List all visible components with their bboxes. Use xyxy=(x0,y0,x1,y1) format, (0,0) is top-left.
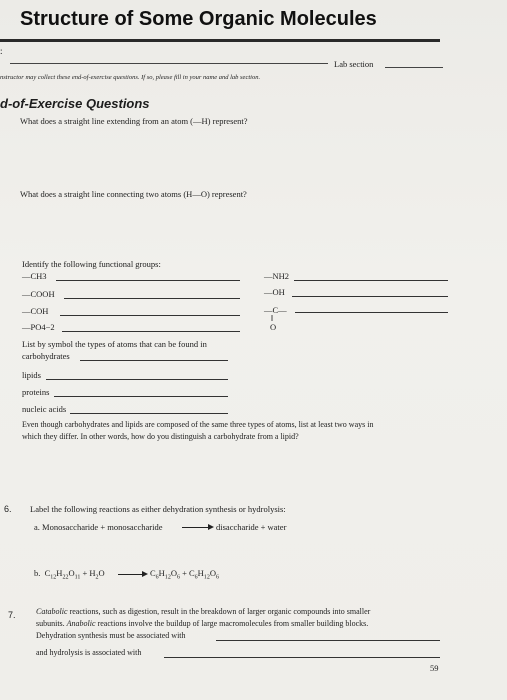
differences-line1: Even though carbohydrates and lipids are composed of the same three types of atoms, list at least two ways in xyxy=(22,420,374,429)
question-7-number: 7. xyxy=(8,610,16,620)
lab-section-label: Lab section xyxy=(334,59,374,69)
answer-line-cooh[interactable] xyxy=(64,298,240,299)
carbonyl-double-bond: ‖ xyxy=(271,313,274,323)
page-number: 59 xyxy=(430,663,439,673)
reaction-b-arrow xyxy=(118,574,146,575)
name-marker: : xyxy=(0,46,3,56)
question-7-line2: subunits. Anabolic reactions involve the buildup of large macromolecules from smaller building blocks. xyxy=(36,619,369,628)
answer-line-ch3[interactable] xyxy=(56,280,240,281)
lab-section-line[interactable] xyxy=(385,67,443,68)
group-po4: —PO4−2 xyxy=(22,322,55,332)
question-connecting-line: What does a straight line connecting two atoms (H—O) represent? xyxy=(20,189,247,199)
answer-line-nh2[interactable] xyxy=(294,280,448,281)
reaction-b-right: $C_6H_{12}O_6 + C_6H_{12}O_6$ xyxy=(150,568,219,581)
atoms-prompt-line1: List by symbol the types of atoms that can be found in xyxy=(22,339,207,349)
question-7-line1: Catabolic reactions, such as digestion, result in the breakdown of larger organic compounds into smaller xyxy=(36,607,371,616)
page-title: Structure of Some Organic Molecules xyxy=(20,8,377,30)
atoms-proteins: proteins xyxy=(22,387,50,397)
question-6-prompt: Label the following reactions as either dehydration synthesis or hydrolysis: xyxy=(30,504,286,514)
answer-line-dehydration[interactable] xyxy=(216,640,440,641)
atoms-lipids: lipids xyxy=(22,370,41,380)
differences-line2: which they differ. In other words, how do you distinguish a carbohydrate from a lipid? xyxy=(22,432,299,441)
answer-line-carbohydrates[interactable] xyxy=(80,360,228,361)
question-single-line: What does a straight line extending from an atom (—H) represent? xyxy=(20,116,248,126)
reaction-a-arrow xyxy=(182,527,212,528)
question-7-line4: and hydrolysis is associated with xyxy=(36,648,142,657)
instructor-note: nstructor may collect these end-of-exercise questions. If so, please fill in your name and lab section. xyxy=(0,74,261,81)
atoms-carbohydrates: carbohydrates xyxy=(22,351,70,361)
group-cooh: —COOH xyxy=(22,289,55,299)
answer-line-coh[interactable] xyxy=(60,315,240,316)
answer-line-po4[interactable] xyxy=(62,331,240,332)
group-coh: —COH xyxy=(22,306,49,316)
section-heading: d-of-Exercise Questions xyxy=(0,96,150,111)
question-7-line3: Dehydration synthesis must be associated with xyxy=(36,631,186,640)
atoms-nucleic-acids: nucleic acids xyxy=(22,404,67,414)
group-nh2: —NH2 xyxy=(264,271,290,281)
group-carbonyl: —C— xyxy=(264,305,287,315)
question-6-number: 6. xyxy=(4,504,12,514)
title-rule xyxy=(0,39,440,42)
group-ch3: —CH3 xyxy=(22,271,47,281)
functional-groups-prompt: Identify the following functional groups: xyxy=(22,259,161,269)
answer-line-hydrolysis[interactable] xyxy=(164,657,440,658)
answer-line-oh[interactable] xyxy=(292,296,448,297)
answer-line-carbonyl[interactable] xyxy=(295,312,448,313)
reaction-a-right: disaccharide + water xyxy=(216,522,287,532)
answer-line-proteins[interactable] xyxy=(54,396,228,397)
answer-line-nucleic-acids[interactable] xyxy=(70,413,228,414)
group-oh: —OH xyxy=(264,287,285,297)
name-line[interactable] xyxy=(10,63,328,64)
carbonyl-oxygen: O xyxy=(270,322,277,332)
answer-line-lipids[interactable] xyxy=(46,379,228,380)
reaction-a-left: a. Monosaccharide + monosaccharide xyxy=(34,522,163,532)
reaction-b-left: b. $C_{12}H_{22}O_{11} + H_2O$ xyxy=(34,568,105,581)
